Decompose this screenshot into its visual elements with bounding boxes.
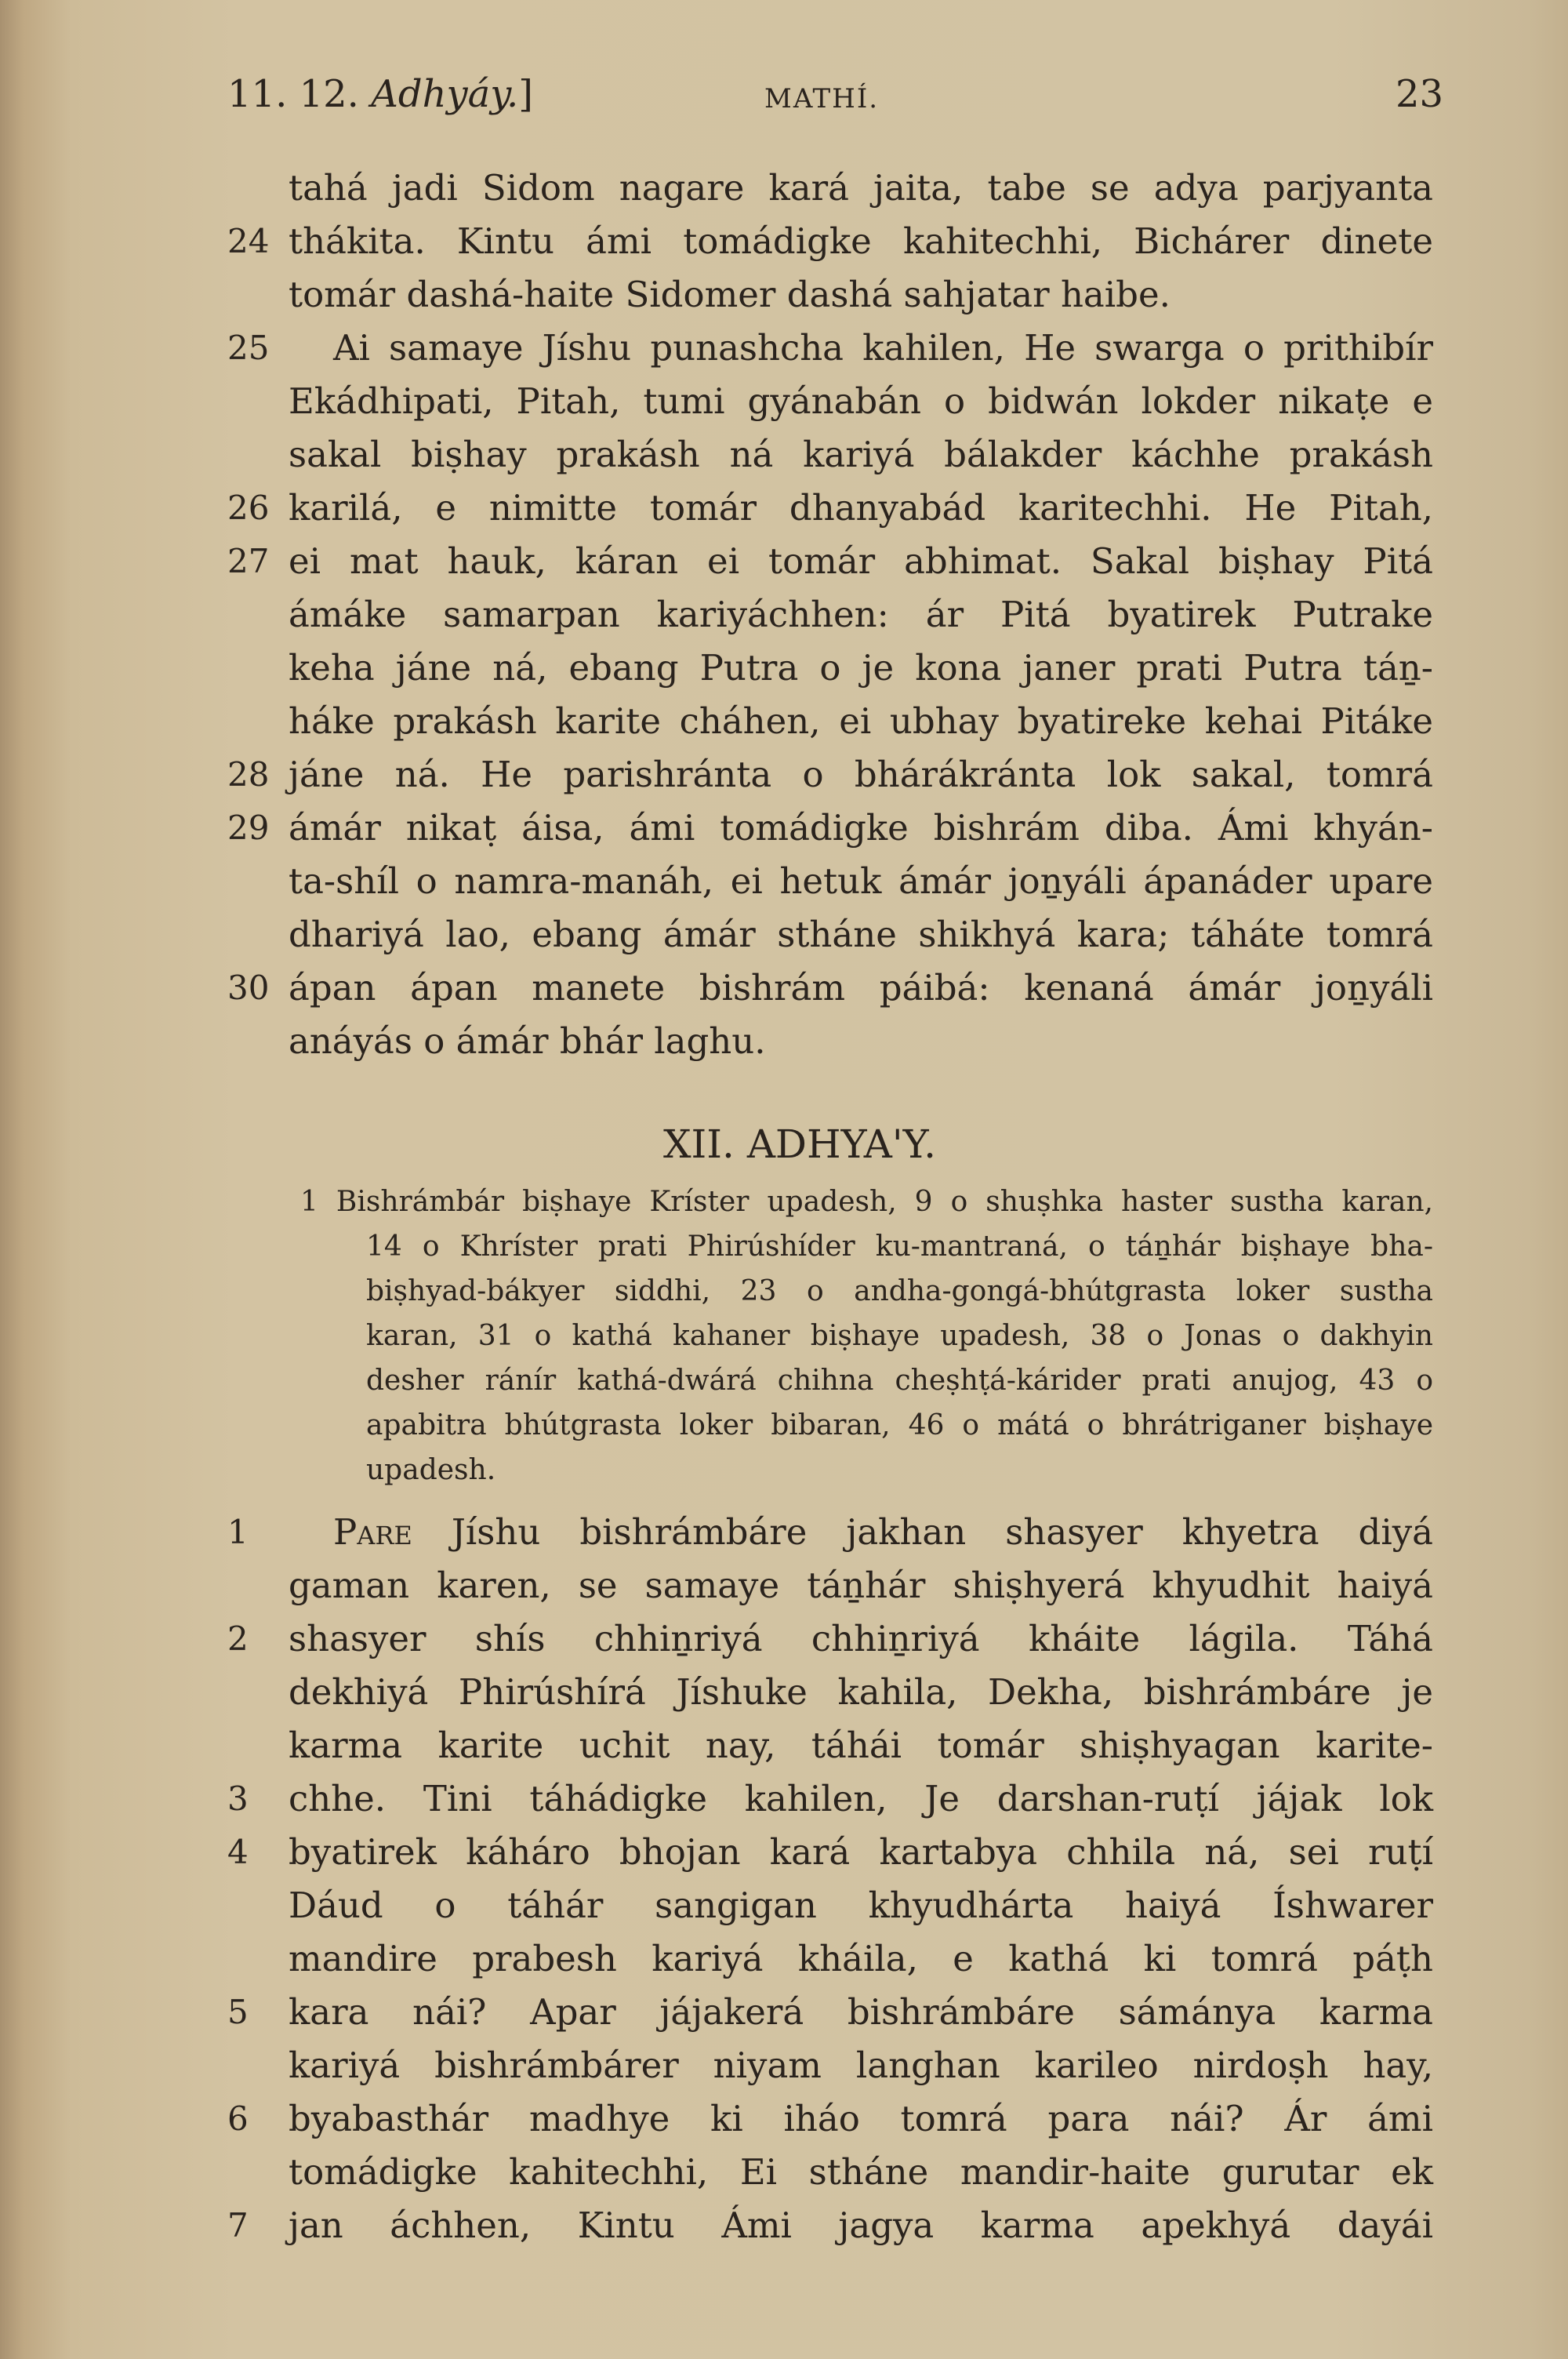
line-text: Jíshu bishrámbáre jakhan shasyer khyetra diyá [412,1511,1433,1553]
verse-number: 1 [227,1513,249,1551]
text-line: ta-shíl o namra-manáh, ei hetuk ámár joṉyáli ápanáder upare [289,860,1433,902]
running-head-chapter [227,72,533,116]
text-line: mandire prabesh kariyá kháila, e kathá ki tomrá páṭh [289,1938,1433,1979]
page-number: 23 [1396,72,1444,116]
text-line [333,1509,1433,1556]
running-head-numbers: 11. 12. [227,72,372,116]
text-line: jáne ná. He parishránta o bhárákránta lok sakal, tomrá [289,754,1433,795]
verse-number: 28 [227,755,270,794]
summary-line: upadesh. [366,1454,496,1486]
verse-number: 29 [227,809,270,847]
text-line: anáyás o ámár bhár laghu. [289,1020,766,1062]
text-line: karma karite uchit nay, táhái tomár shiṣhyagan karite- [289,1725,1433,1766]
verse-number: 7 [227,2206,249,2245]
small-caps-word: Pare [333,1511,412,1553]
summary-line: biṣhyad-bákyer siddhi, 23 o andha-gongá-bhútgrasta loker sustha [366,1275,1433,1307]
verse-number: 25 [227,329,270,367]
summary-line: karan, 31 o kathá kahaner biṣhaye upadesh, 38 o Jonas o dakhyin [366,1320,1433,1352]
text-line: jan áchhen, Kintu Ámi jagya karma apekhyá dayái [289,2205,1433,2246]
verse-number: 4 [227,1833,249,1871]
text-line: thákita. Kintu ámi tomádigke kahitechhi, Bichárer dinete [289,220,1433,262]
running-head-italic: Adhyáy. [371,72,519,116]
text-line: shasyer shís chhiṉriyá chhiṉriyá kháite lágila. Táhá [289,1618,1433,1659]
summary-line: desher ránír kathá-dwárá chihna cheṣhṭá-kárider prati anujog, 43 o [366,1365,1433,1397]
text-line: kariyá bishrámbárer niyam langhan karileo nirdoṣh hay, [289,2045,1433,2086]
verse-number: 2 [227,1619,249,1658]
text-line: dhariyá lao, ebang ámár stháne shikhyá kara; táháte tomrá [289,914,1433,955]
text-line: Ai samaye Jíshu punashcha kahilen, He swarga o prithibír [333,327,1433,369]
verse-number: 30 [227,969,270,1007]
text-line: byatirek káháro bhojan kará kartabya chhila ná, sei ruṭí [289,1831,1433,1873]
summary-line: 1 Bishrámbár biṣhaye Kríster upadesh, 9 o shuṣhka haster sustha karan, [300,1186,1433,1218]
running-head-book: MATHÍ. [764,83,880,114]
text-line: gaman karen, se samaye táṉhár shiṣhyerá khyudhit haiyá [289,1565,1433,1606]
text-line: háke prakásh karite cháhen, ei ubhay byatireke kehai Pitáke [289,700,1433,742]
text-line: Ekádhipati, Pitah, tumi gyánabán o bidwán lokder nikaṭe e [289,380,1433,422]
text-line: ámáke samarpan kariyáchhen: ár Pitá byatirek Putrake [289,594,1433,635]
text-line: sakal biṣhay prakásh ná kariyá bálakder káchhe prakásh [289,434,1433,475]
text-line: karilá, e nimitte tomár dhanyabád karitechhi. He Pitah, [289,487,1433,529]
verse-number: 26 [227,489,270,527]
verse-number: 6 [227,2099,249,2138]
text-line: kara nái? Apar jájakerá bishrámbáre sámánya karma [289,1991,1433,2033]
verse-number: 5 [227,1993,249,2031]
text-line: tahá jadi Sidom nagare kará jaita, tabe se adya parjyanta [289,167,1433,209]
summary-line: 14 o Khríster prati Phirúshíder ku-mantraná, o táṉhár biṣhaye bha- [366,1230,1433,1263]
chapter-title: XII. ADHYA'Y. [662,1121,937,1167]
text-line: ápan ápan manete bishrám páibá: kenaná ámár joṉyáli [289,967,1433,1009]
verse-number: 27 [227,542,270,580]
text-line: Dáud o táhár sangigan khyudhárta haiyá Íshwarer [289,1885,1433,1926]
verse-number: 3 [227,1779,249,1818]
text-line: chhe. Tini táhádigke kahilen, Je darshan-ruṭí jájak lok [289,1778,1433,1819]
verse-number: 24 [227,222,270,260]
text-line: tomár dashá-haite Sidomer dashá sahjatar haibe. [289,274,1171,315]
text-line: tomádigke kahitechhi, Ei stháne mandir-haite gurutar ek [289,2151,1433,2193]
text-line: byabasthár madhye ki iháo tomrá para nái? Ár ámi [289,2098,1433,2139]
text-line: keha jáne ná, ebang Putra o je kona janer prati Putra táṉ- [289,647,1433,689]
text-line: ámár nikaṭ áisa, ámi tomádigke bishrám diba. Ámi khyán- [289,807,1433,849]
text-line: dekhiyá Phirúshírá Jíshuke kahila, Dekha, bishrámbáre je [289,1671,1433,1713]
text-line: ei mat hauk, káran ei tomár abhimat. Sakal biṣhay Pitá [289,540,1433,582]
summary-line: apabitra bhútgrasta loker bibaran, 46 o mátá o bhrátriganer biṣhaye [366,1409,1433,1441]
running-head-bracket: ] [518,72,533,116]
